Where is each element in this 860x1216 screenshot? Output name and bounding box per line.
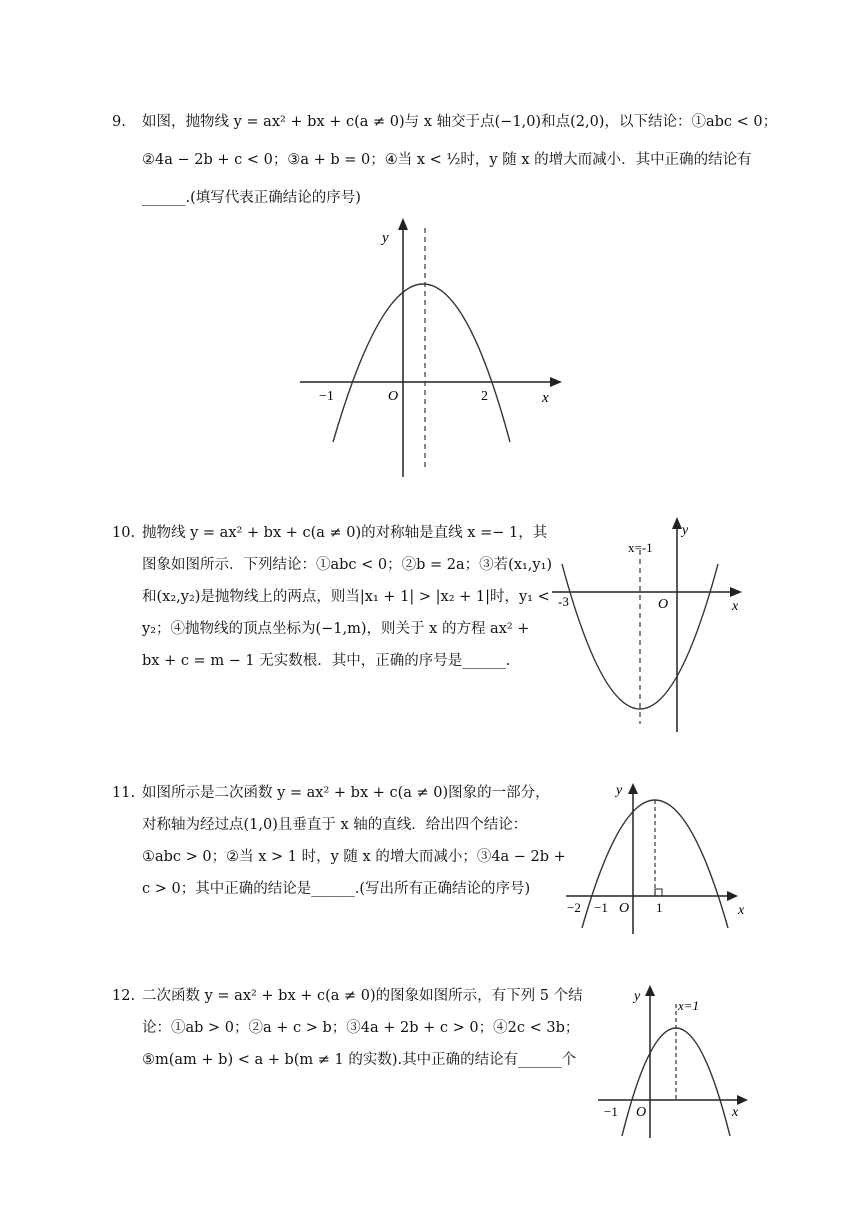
question-line: c > 0；其中正确的结论是______.(写出所有正确结论的序号) [142,881,531,897]
x-axis-label: x [732,599,739,614]
question-line: 对称轴为经过点(1,0)且垂直于 x 轴的直线．给出四个结论： [142,817,528,833]
question-number: 11. [112,785,136,801]
figure-q9-parabola [292,212,592,482]
tick-label: −1 [604,1104,618,1119]
question-line: 抛物线 y = ax² + bx + c(a ≠ 0)的对称轴是直线 x =− 1，其 [142,525,548,541]
figure-q12-parabola [594,982,764,1142]
question-line: ②4a − 2b + c < 0；③a + b = 0；④当 x < ½时，y 随 x 的增大而减小．其中正确的结论有 [142,152,752,168]
question-line: y₂；④抛物线的顶点坐标为(−1,m)，则关于 x 的方程 ax² + [142,621,530,637]
figure-q10-parabola [550,512,750,737]
tick-label: 2 [481,389,488,404]
right-angle-mark [655,889,662,896]
tick-label: 1 [656,900,663,915]
y-axis-arrow-icon [628,783,638,794]
y-axis-label: y [616,783,623,798]
question-line: 论：①ab > 0；②a + c > b；③4a + 2b + c > 0；④2c < 3b； [142,1020,580,1036]
tick-label: −1 [594,900,608,915]
tick-label: −2 [567,900,581,915]
origin-label: O [658,597,669,612]
question-line: ①abc > 0；②当 x > 1 时，y 随 x 的增大而减小；③4a − 2b + [142,849,566,865]
question-number: 10. [112,525,136,541]
x-axis-arrow-icon [727,891,738,901]
x-axis-label: x [542,390,549,406]
origin-label: O [636,1105,647,1120]
question-line: 如图，抛物线 y = ax² + bx + c(a ≠ 0)与 x 轴交于点(−1,0)和点(2,0)，以下结论：①abc < 0； [142,114,778,130]
y-axis-arrow-icon [398,218,408,230]
question-line: 二次函数 y = ax² + bx + c(a ≠ 0)的图象如图所示，有下列 5 个结 [142,988,583,1004]
x-axis-arrow-icon [737,1095,748,1105]
question-line: 如图所示是二次函数 y = ax² + bx + c(a ≠ 0)图象的一部分， [142,785,550,801]
question-number: 12. [112,988,136,1004]
y-axis-label: y [682,523,689,538]
x-axis-label: x [732,1105,739,1120]
x-axis-arrow-icon [550,377,562,387]
axis-of-symmetry-label: x=1 [678,998,700,1013]
question-line: 图象如图所示．下列结论：①abc < 0；②b = 2a；③若(x₁,y₁) [142,557,553,573]
tick-label: -3 [558,594,569,609]
question-line: bx + c = m − 1 无实数根．其中，正确的序号是______. [142,653,511,669]
y-axis-label: y [634,989,641,1004]
figure-q11-parabola [562,778,752,938]
x-axis-label: x [738,903,745,918]
question-number: 9. [112,114,126,130]
origin-label: O [619,901,630,916]
origin-label: O [388,389,399,404]
y-axis-arrow-icon [672,517,682,529]
parabola-curve [333,284,510,442]
question-line: ______.(填写代表正确结论的序号) [142,190,361,206]
question-line: 和(x₂,y₂)是抛物线上的两点，则当|x₁ + 1| > |x₂ + 1|时，y₁ < [142,589,550,605]
y-axis-label: y [382,230,389,246]
question-line: ⑤m(am + b) < a + b(m ≠ 1 的实数).其中正确的结论有______个 [142,1052,577,1068]
axis-of-symmetry-label: x=-1 [628,540,653,555]
tick-label: −1 [319,389,334,404]
y-axis-arrow-icon [645,985,655,996]
x-axis-arrow-icon [730,587,742,597]
